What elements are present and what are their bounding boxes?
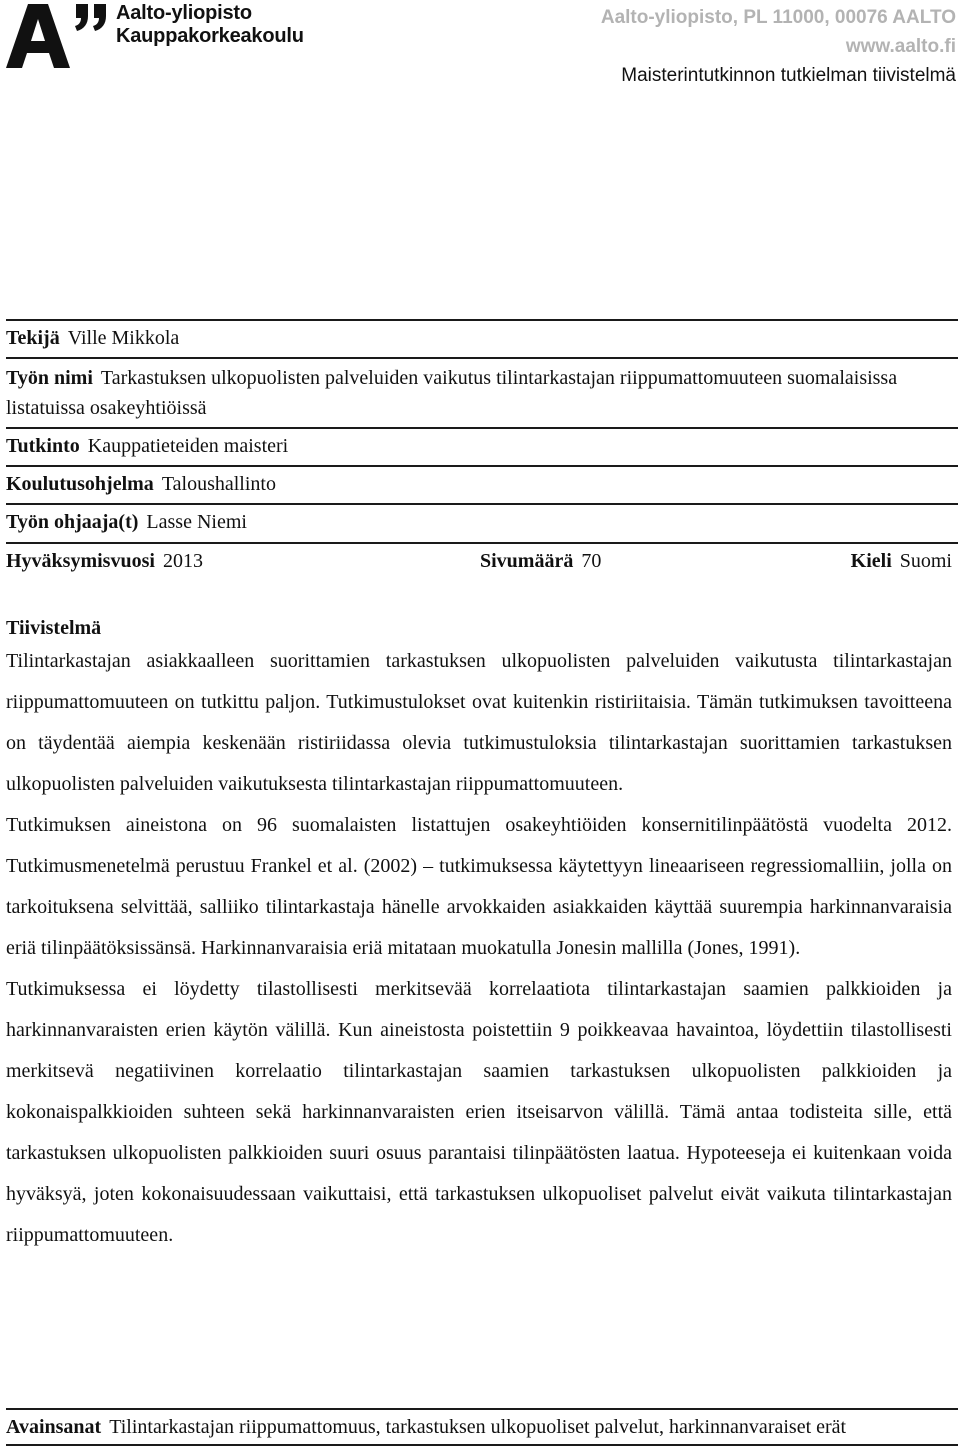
divider (6, 465, 958, 467)
postal-address: Aalto-yliopisto, PL 11000, 00076 AALTO (600, 7, 956, 28)
abstract-paragraph: Tutkimuksen aineistona on 96 suomalaisten listattujen osakeyhtiöiden konsernitilinpäätöstä vuodelta 2012. Tutkimusmenetelmä perustuu Frankel et al. (2002) – tutkimuksessa käytettyyn lineaariseen regressiomalliin, jolla on tarkoituksena selvittää, salliiko tilintarkastaja hänelle arvokkaiden asiakkaiden käyttää suurempia harkinnanvaraisia eriä tilinpäätöksissänsä. Harkinnanvaraisia eriä mitataan muokatulla Jonesin mallilla (Jones, 1991). (6, 814, 952, 959)
year-cell (6, 547, 203, 575)
divider (6, 427, 958, 429)
supervisor-row (6, 508, 958, 536)
thesis-title-label: Työn nimi (6, 367, 93, 389)
abstract-heading: Tiivistelmä (6, 617, 102, 639)
abstract-body (6, 641, 952, 1256)
thesis-title-value: Tarkastuksen ulkopuolisten palveluiden vaikutus tilintarkastajan riippumattomuuteen suomalaisissa listatuissa osakeyhtiöissä (6, 367, 898, 419)
website-link[interactable]: www.aalto.fi (845, 36, 956, 57)
programme-label: Koulutusohjelma (6, 473, 154, 495)
logo-line-university: Aalto-yliopisto (116, 2, 252, 24)
degree-row (6, 432, 958, 460)
language-value: Suomi (899, 550, 952, 572)
aalto-a-logo-icon (6, 2, 110, 68)
keywords-label: Avainsanat (6, 1416, 102, 1438)
language-cell (851, 547, 952, 575)
abstract-paragraph: Tilintarkastajan asiakkaalleen suorittamien tarkastuksen ulkopuolisten palveluiden vaikutusta tilintarkastajan riippumattomuuteen on tutkittu paljon. Tutkimustulokset ovat kuitenkin ristiriitaisia. Tämän tutkimuksen tavoitteena on täydentää aiempia keskenään ristiriidassa olevia tutkimustuloksia tilintarkastajan suorittamien tarkastuksen ulkopuolisten palveluiden vaikutuksesta tilintarkastajan riippumattomuuteen. (6, 650, 952, 795)
programme-row (6, 470, 958, 498)
year-value: 2013 (162, 550, 203, 572)
supervisor-label: Työn ohjaaja(t) (6, 511, 139, 533)
author-row (6, 324, 958, 352)
header-info (601, 3, 956, 90)
supervisor-value: Lasse Niemi (146, 511, 247, 533)
divider (6, 357, 958, 359)
logo-line-school: Kauppakorkeakoulu (116, 25, 304, 47)
pages-value: 70 (581, 550, 602, 572)
document-type: Maisterintutkinnon tutkielman tiivistelmä (621, 65, 956, 86)
pages-label: Sivumäärä (480, 550, 574, 572)
keywords-value: Tilintarkastajan riippumattomuus, tarkastuksen ulkopuoliset palvelut, harkinnanvaraiset erät (109, 1416, 847, 1438)
degree-value: Kauppatieteiden maisteri (87, 435, 289, 457)
author-value: Ville Mikkola (67, 327, 180, 349)
divider (6, 319, 958, 321)
logo-wordmark (116, 2, 304, 48)
divider (6, 1444, 958, 1446)
abstract-paragraph: Tutkimuksessa ei löydetty tilastollisesti merkitsevää korrelaatiota tilintarkastajan saamien palkkioiden ja harkinnanvaraisten erien käytön välillä. Kun aineistosta poistettiin 9 poikkeavaa havaintoa, löydettiin tilastollisesti merkitsevä negatiivinen korrelaatio tilintarkastajan saamien tarkastuksen ulkopuolisten palkkioiden ja kokonaispalkkioiden suhteen sekä harkinnanvaraisten erien itseisarvon välillä. Tämä antaa todisteita sille, että tarkastuksen ulkopuolisten palkkioiden suuri osuus parantaisi tilinpäätösten laatua. Hypoteeseja ei kuitenkaan voida hyväksyä, joten kokonaisuudessaan vaikuttaisi, että tarkastuksen ulkopuoliset palvelut eivät vaikuta tilintarkastajan riippumattomuuteen. (6, 978, 952, 1246)
language-label: Kieli (850, 550, 892, 572)
divider (6, 503, 958, 505)
degree-label: Tutkinto (6, 435, 80, 457)
thesis-title-row (6, 363, 952, 423)
author-label: Tekijä (6, 327, 60, 349)
pages-cell (480, 547, 601, 575)
divider (6, 1408, 958, 1410)
keywords-row (6, 1412, 958, 1442)
programme-value: Taloushallinto (161, 473, 276, 495)
year-label: Hyväksymisvuosi (6, 550, 155, 572)
divider (6, 542, 958, 544)
university-logo (6, 0, 346, 70)
